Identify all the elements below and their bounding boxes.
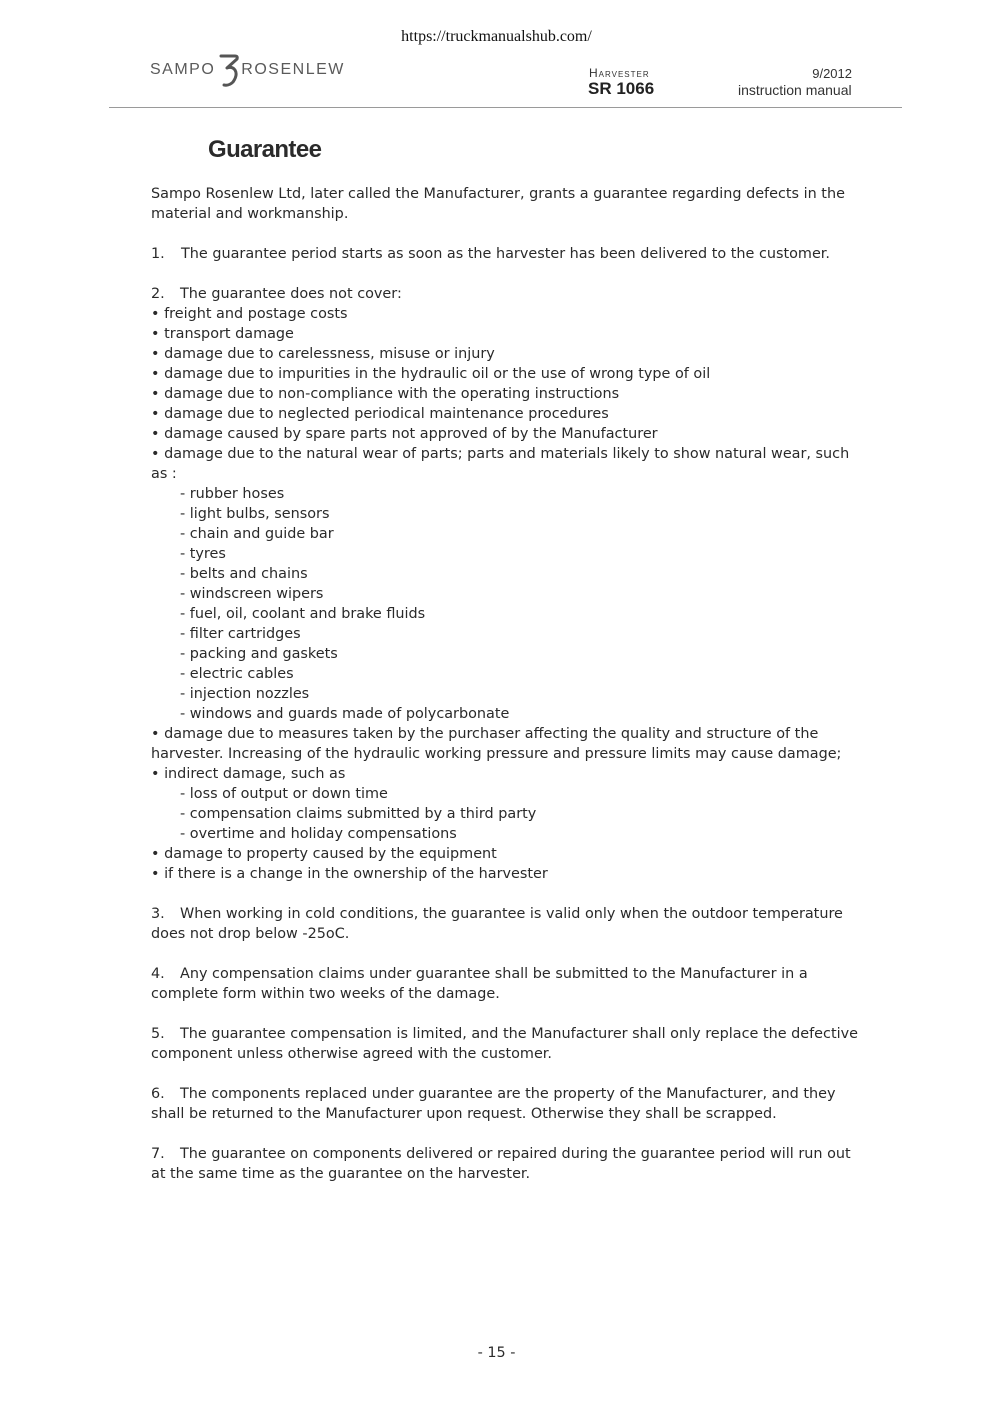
guarantee-body	[151, 184, 866, 1204]
intro-paragraph: Sampo Rosenlew Ltd, later called the Manufacturer, grants a guarantee regarding defects in the material and workmanship.	[151, 186, 845, 222]
item-number: 4.	[151, 966, 165, 982]
item-number: 7.	[151, 1146, 165, 1162]
exclusion-bullet: • if there is a change in the ownership of the harvester	[151, 866, 548, 882]
logo-r-mark-icon	[218, 53, 240, 87]
item-text: When working in cold conditions, the guarantee is valid only when the outdoor temperature does not drop below -25oC.	[151, 906, 843, 942]
guarantee-item-4	[151, 964, 866, 1004]
page-number: - 15 -	[477, 1345, 516, 1361]
header-doc-type: instruction manual	[738, 82, 852, 98]
exclusion-bullet: • damage due to the natural wear of parts; parts and materials likely to show natural wear, such as :	[151, 446, 850, 482]
logo-text-rosenlew: ROSENLEW	[241, 61, 345, 78]
guarantee-item-5	[151, 1024, 866, 1064]
exclusion-bullet: • damage due to non-compliance with the operating instructions	[151, 386, 620, 402]
guarantee-item-1	[151, 244, 866, 264]
item-text: Any compensation claims under guarantee shall be submitted to the Manufacturer in a complete form within two weeks of the damage.	[151, 966, 808, 1002]
item-number: 3.	[151, 906, 165, 922]
item-number: 2.	[151, 286, 165, 302]
indirect-damage-item: - overtime and holiday compensations	[180, 826, 457, 842]
wear-part-item: - light bulbs, sensors	[180, 506, 330, 522]
wear-part-item: - windscreen wipers	[180, 586, 324, 602]
exclusion-bullet: • indirect damage, such as	[151, 766, 346, 782]
wear-part-item: - rubber hoses	[180, 486, 285, 502]
item-text: The guarantee on components delivered or repaired during the guarantee period will run out at the same time as the guarantee on the harvester.	[151, 1146, 851, 1182]
exclusion-bullet: • transport damage	[151, 326, 294, 342]
item-text: The guarantee period starts as soon as the harvester has been delivered to the customer.	[181, 246, 830, 262]
guarantee-item-6	[151, 1084, 866, 1124]
header-date: 9/2012	[812, 66, 852, 81]
exclusion-bullet: • damage due to impurities in the hydraulic oil or the use of wrong type of oil	[151, 366, 711, 382]
wear-part-item: - fuel, oil, coolant and brake fluids	[180, 606, 426, 622]
guarantee-item-3	[151, 904, 866, 944]
header-divider	[109, 107, 902, 108]
wear-part-item: - chain and guide bar	[180, 526, 334, 542]
item-text: The components replaced under guarantee are the property of the Manufacturer, and they shall be returned to the Manufacturer upon request. Otherwise they shall be scrapped.	[151, 1086, 836, 1122]
exclusion-bullet: • damage due to carelessness, misuse or injury	[151, 346, 495, 362]
wear-part-item: - filter cartridges	[180, 626, 301, 642]
wear-part-item: - windows and guards made of polycarbonate	[180, 706, 510, 722]
exclusion-bullet: • damage caused by spare parts not approved of by the Manufacturer	[151, 426, 658, 442]
item-text: The guarantee compensation is limited, and the Manufacturer shall only replace the defective component unless otherwise agreed with the customer.	[151, 1026, 858, 1062]
indirect-damage-item: - loss of output or down time	[180, 786, 388, 802]
exclusion-bullet: • damage due to measures taken by the purchaser affecting the quality and structure of the harvester. Increasing of the hydraulic working pressure and pressure limits may cause damage;	[151, 726, 842, 762]
item-number: 6.	[151, 1086, 165, 1102]
wear-part-item: - electric cables	[180, 666, 294, 682]
wear-part-item: - injection nozzles	[180, 686, 310, 702]
item-number: 1.	[151, 246, 165, 262]
item-text: The guarantee does not cover:	[180, 286, 402, 302]
wear-part-item: - belts and chains	[180, 566, 308, 582]
page-title: Guarantee	[208, 136, 322, 163]
logo-text-sampo: SAMPO	[150, 61, 216, 78]
header-model-label: Harvester	[589, 66, 650, 80]
guarantee-item-2	[151, 284, 866, 884]
wear-part-item: - tyres	[180, 546, 226, 562]
exclusion-bullet: • damage due to neglected periodical maintenance procedures	[151, 406, 609, 422]
sampo-rosenlew-logo	[150, 52, 345, 88]
item-2-heading	[151, 284, 866, 304]
exclusion-bullet: • damage to property caused by the equipment	[151, 846, 497, 862]
wear-part-item: - packing and gaskets	[180, 646, 338, 662]
indirect-damage-item: - compensation claims submitted by a third party	[180, 806, 537, 822]
header-model: SR 1066	[588, 79, 655, 98]
guarantee-item-7	[151, 1144, 866, 1184]
item-number: 5.	[151, 1026, 165, 1042]
source-url[interactable]: https://truckmanualshub.com/	[401, 28, 592, 45]
exclusion-bullet: • freight and postage costs	[151, 306, 348, 322]
